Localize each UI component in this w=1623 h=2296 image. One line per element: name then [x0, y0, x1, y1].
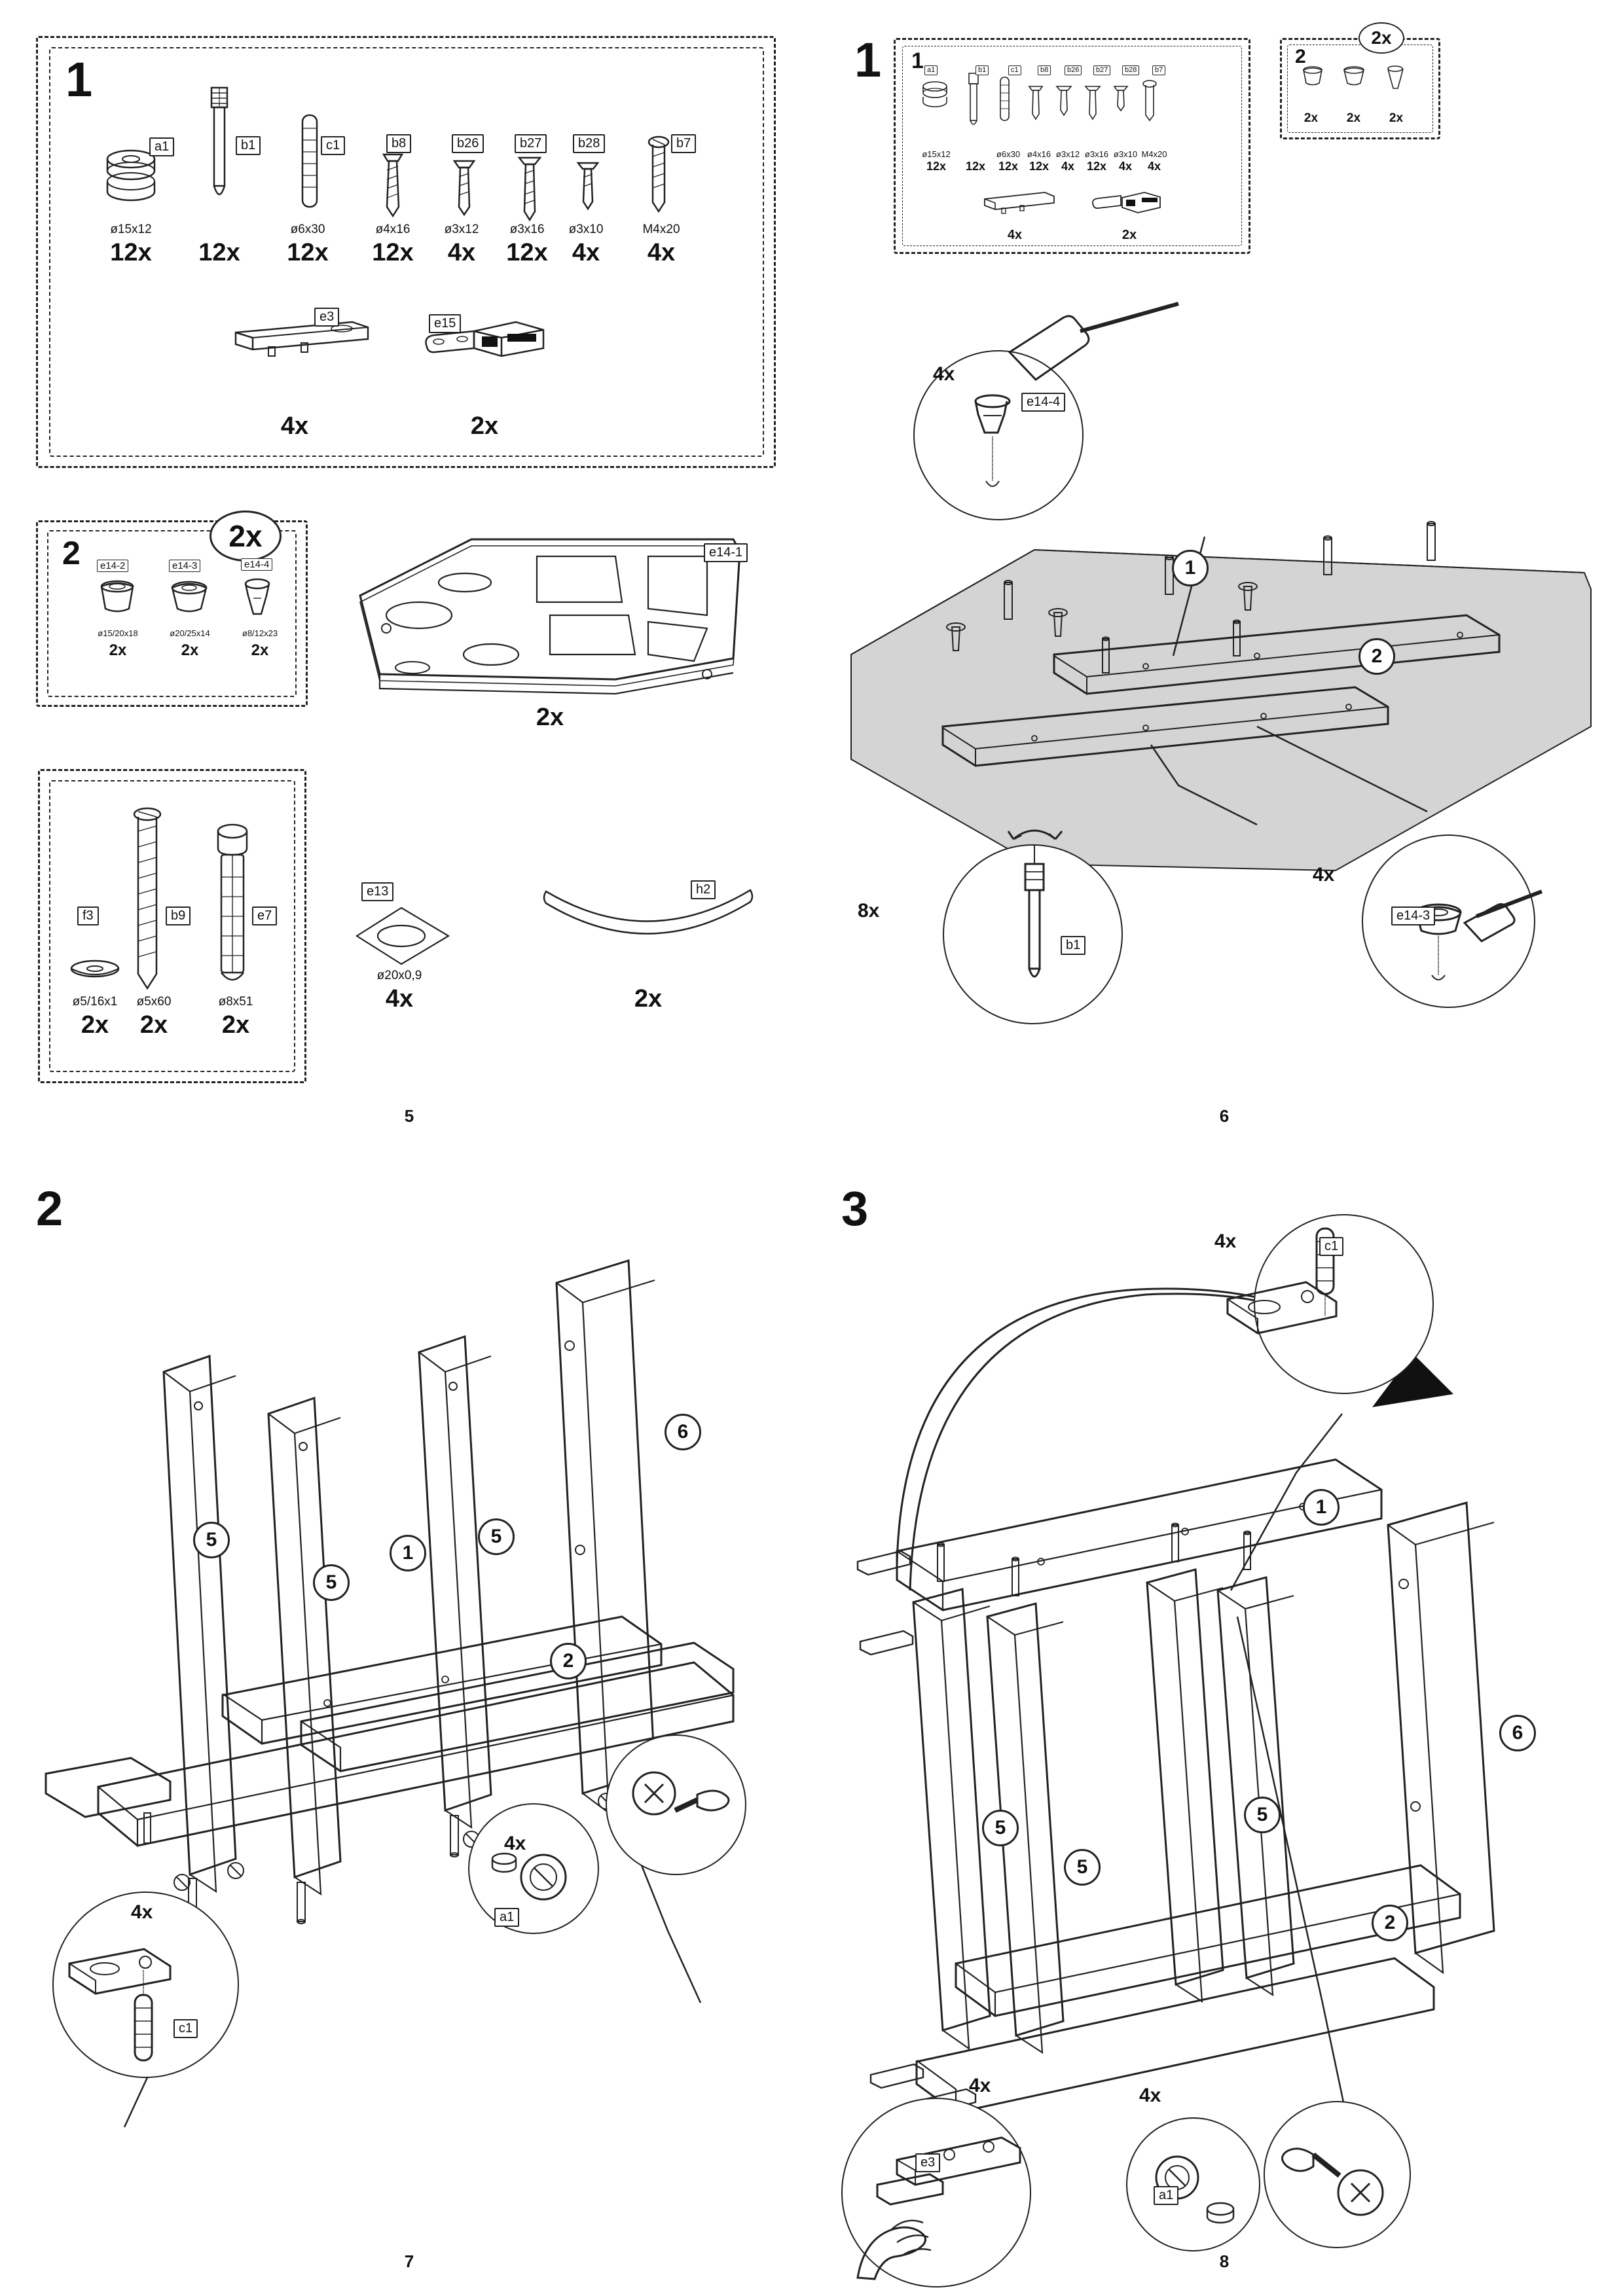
part-code-b8: b8 [386, 134, 411, 153]
page8-callout-screwdriver-icon [1277, 2121, 1414, 2238]
page6-inset-code-b28: b28 [1122, 65, 1139, 75]
page7-badge-1 [390, 1535, 426, 1571]
part-code-e14-2: e14-2 [97, 560, 128, 572]
part-code-e3: e3 [314, 308, 339, 327]
page7-callout-code-c1: c1 [173, 2019, 198, 2038]
page8-callout-code-c1: c1 [1319, 1237, 1343, 1256]
part-e14-1-plate-icon [340, 517, 759, 707]
page6-inset-code-b8: b8 [1038, 65, 1051, 75]
page6-inset-dim-c1: ø6x30 [996, 149, 1021, 159]
part-qty-e3: 4x [280, 412, 309, 440]
page-number-8: 8 [1219, 2251, 1230, 2271]
part-a1-icon [101, 147, 160, 209]
page6-inset2-multiplier-badge [1359, 22, 1404, 54]
page6-inset-dim-b8: ø4x16 [1027, 149, 1051, 159]
part-e14-4-icon [239, 575, 278, 624]
page6-inset-dim-b7: M4x20 [1141, 149, 1167, 159]
part-code-f3: f3 [77, 906, 99, 925]
page8-badge-5b [1064, 1849, 1101, 1886]
page8-badge-5a [982, 1810, 1019, 1846]
part-qty-b9: 2x [139, 1011, 168, 1039]
page6-inset2-multiplier-label: 2x [1371, 27, 1392, 48]
page6-callout-code-e14-3: e14-3 [1391, 906, 1435, 925]
page6-panel-badge-1 [1172, 550, 1209, 586]
page6-callout-qty-e14-4: 4x [933, 363, 955, 385]
page6-inset-qty-b26: 4x [1061, 160, 1075, 173]
page6-inset-dim-a1: ø15x12 [922, 149, 951, 159]
page8-badge-5b-label: 5 [1076, 1856, 1088, 1878]
page6-inset2-icons [1300, 62, 1431, 111]
page8-badge-1 [1303, 1489, 1340, 1526]
page6-callout-b1-detail [995, 825, 1113, 1041]
page7-callout-qty-a1: 4x [504, 1833, 526, 1854]
page7-badge-2-label: 2 [562, 1650, 574, 1672]
page7-badge-2 [550, 1643, 587, 1679]
part-qty-b7: 4x [647, 239, 676, 266]
page8-callout-e3-detail [851, 2114, 1048, 2291]
part-b9-icon [128, 805, 167, 995]
part-dim-b28: ø3x10 [568, 223, 604, 236]
part-b27-icon [517, 154, 542, 223]
page8-badge-5c-label: 5 [1256, 1804, 1268, 1825]
page8-badge-5c [1244, 1797, 1281, 1833]
page6-inset-qty-b1: 12x [965, 160, 986, 173]
page-number-5: 5 [404, 1106, 414, 1126]
part-qty-b26: 4x [447, 239, 476, 266]
step-1-number: 1 [65, 52, 93, 107]
page6-inset2-qty-1: 2x [1304, 111, 1319, 125]
page6-inset-qty-c1: 12x [998, 160, 1019, 173]
page8-callout-qty-e3: 4x [969, 2075, 991, 2096]
page7-callout-code-a1: a1 [494, 1908, 519, 1927]
page8-callout-qty-c1: 4x [1214, 1230, 1237, 1252]
page6-inset2-step-number: 2 [1295, 46, 1306, 67]
part-code-b26: b26 [452, 134, 484, 153]
page7-badge-5b-label: 5 [325, 1571, 337, 1593]
part-qty-b8: 12x [372, 239, 414, 266]
part-c1-icon [295, 111, 325, 216]
part-code-a1: a1 [149, 137, 174, 156]
part-b7-icon [645, 134, 674, 219]
part-code-b1: b1 [236, 136, 261, 155]
part-code-e13: e13 [361, 882, 393, 901]
page7-callout-screwdriver-icon [619, 1754, 750, 1865]
page6-inset-qty-a1: 12x [926, 160, 947, 173]
part-b1-icon [200, 85, 239, 216]
page6-inset-code-b1: b1 [976, 65, 989, 75]
part-b8-icon [380, 151, 406, 219]
page6-panel-badge-1-label: 1 [1184, 557, 1196, 579]
step-2-number: 2 [62, 535, 81, 571]
page6-inset-dim-b27: ø3x16 [1084, 149, 1109, 159]
part-code-h2: h2 [691, 880, 716, 899]
part-dim-b27: ø3x16 [509, 223, 545, 236]
page6-callout-qty-e14-3: 4x [1313, 864, 1335, 886]
page8-badge-2-label: 2 [1384, 1912, 1396, 1933]
page6-inset-qty-b8: 12x [1029, 160, 1049, 173]
part-qty-f3: 2x [81, 1011, 109, 1039]
part-qty-e14-2: 2x [109, 641, 127, 659]
page6-inset-code-c1: c1 [1008, 65, 1021, 75]
page7-callout-c1-detail [65, 1918, 236, 2075]
part-qty-b28: 4x [572, 239, 600, 266]
page8-callout-code-a1: a1 [1154, 2186, 1178, 2205]
page7-badge-6 [665, 1414, 701, 1450]
part-code-e14-1: e14-1 [704, 543, 748, 562]
page8-badge-6 [1499, 1715, 1536, 1751]
part-qty-a1: 12x [110, 239, 152, 266]
page-number-7: 7 [404, 2251, 414, 2271]
part-code-b27: b27 [515, 134, 547, 153]
page6-inset-qty-e3: 4x [1007, 228, 1023, 242]
page6-callout-code-e14-4: e14-4 [1021, 393, 1065, 412]
part-qty-e15: 2x [470, 412, 499, 440]
page6-inset-step-number: 1 [911, 48, 924, 73]
page6-inset-qty-b28: 4x [1118, 160, 1133, 173]
page8-callout-qty-a1: 4x [1139, 2085, 1161, 2106]
page6-inset-qty-b7: 4x [1147, 160, 1161, 173]
part-b26-icon [452, 157, 477, 219]
part-code-b28: b28 [573, 134, 605, 153]
part-dim-e7: ø8x51 [218, 995, 253, 1009]
page8-badge-2 [1372, 1905, 1408, 1941]
part-qty-e14-4: 2x [251, 641, 269, 659]
part-e14-3-icon [167, 576, 213, 622]
part-code-e14-4: e14-4 [241, 558, 272, 571]
part-dim-c1: ø6x30 [290, 223, 325, 236]
page6-inset-qty-e15: 2x [1122, 228, 1137, 242]
part-e14-2-icon [95, 576, 141, 622]
page7-badge-5a-label: 5 [206, 1529, 217, 1551]
part-code-e14-3: e14-3 [169, 560, 200, 572]
part-dim-e14-4: ø8/12x23 [242, 628, 278, 638]
part-qty-e14-3: 2x [181, 641, 199, 659]
page6-panel-badge-2 [1359, 638, 1395, 675]
page7-badge-6-label: 6 [677, 1421, 689, 1443]
page6-inset-dim-b26: ø3x12 [1055, 149, 1080, 159]
page6-inset-qty-b27: 12x [1086, 160, 1107, 173]
page6-callout-code-b1: b1 [1061, 936, 1085, 955]
part-code-b7: b7 [671, 134, 696, 153]
page8-step-number: 3 [841, 1181, 869, 1236]
step2-multiplier-label: 2x [228, 519, 263, 553]
page6-inset-dim-b28: ø3x10 [1113, 149, 1138, 159]
part-b28-icon [576, 159, 600, 218]
part-code-e7: e7 [252, 906, 277, 925]
part-dim-e13: ø20x0,9 [376, 969, 422, 982]
part-qty-e13: 4x [385, 985, 414, 1013]
part-e3-icon [229, 308, 373, 367]
part-code-e15: e15 [429, 314, 461, 333]
page7-badge-5c-label: 5 [490, 1526, 502, 1547]
page6-inset-code-a1: a1 [924, 65, 938, 75]
page7-callout-qty-c1: 4x [131, 1901, 153, 1923]
part-dim-b8: ø4x16 [375, 223, 410, 236]
part-dim-b7: M4x20 [642, 223, 680, 236]
page6-inset-icons [917, 72, 1244, 151]
part-f3-icon [69, 956, 121, 988]
page8-callout-code-e3: e3 [915, 2153, 940, 2172]
page6-panel-badge-2-label: 2 [1371, 645, 1383, 667]
part-code-c1: c1 [321, 136, 345, 155]
page6-inset-code-b7: b7 [1152, 65, 1165, 75]
part-e13-icon [350, 900, 455, 972]
part-dim-e14-2: ø15/20x18 [98, 628, 138, 638]
step2-multiplier-badge [210, 511, 282, 562]
part-qty-c1: 12x [287, 239, 329, 266]
page6-step-number: 1 [854, 33, 882, 87]
page7-badge-1-label: 1 [402, 1542, 414, 1564]
part-e7-icon [210, 818, 255, 995]
page8-badge-5a-label: 5 [994, 1817, 1006, 1839]
page6-inset-code-b26: b26 [1065, 65, 1082, 75]
part-dim-e14-3: ø20/25x14 [170, 628, 210, 638]
page8-badge-1-label: 1 [1315, 1496, 1327, 1518]
part-qty-e14-1: 2x [536, 704, 564, 731]
page8-badge-6-label: 6 [1512, 1722, 1523, 1744]
part-qty-b27: 12x [506, 239, 548, 266]
page7-badge-5a [193, 1522, 230, 1558]
page6-inset2-qty-2: 2x [1346, 111, 1361, 125]
part-qty-b1: 12x [198, 239, 240, 266]
part-dim-a1: ø15x12 [110, 223, 152, 236]
part-dim-b26: ø3x12 [444, 223, 479, 236]
page7-badge-5b [313, 1564, 350, 1601]
part-dim-b9: ø5x60 [136, 995, 172, 1009]
page6-inset-code-b27: b27 [1093, 65, 1110, 75]
page7-step-number: 2 [36, 1181, 64, 1236]
part-dim-f3: ø5/16x1 [72, 995, 118, 1009]
page6-inset-extra-icons [982, 183, 1244, 229]
part-h2-icon [537, 877, 759, 956]
page6-callout-qty-b1: 8x [858, 900, 880, 922]
page7-badge-5c [478, 1518, 515, 1555]
page6-inset2-qty-3: 2x [1389, 111, 1404, 125]
page-number-6: 6 [1219, 1106, 1230, 1126]
part-qty-h2: 2x [634, 985, 663, 1013]
part-code-b9: b9 [166, 906, 191, 925]
part-qty-e7: 2x [221, 1011, 250, 1039]
